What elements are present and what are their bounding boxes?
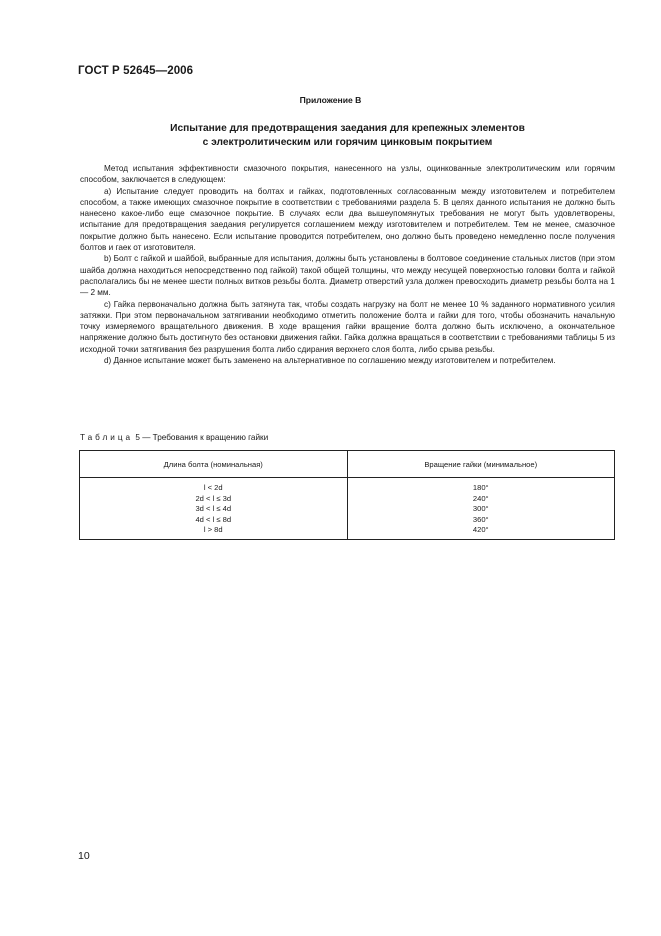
length-condition: 2d < l ≤ 3d <box>195 493 232 503</box>
section-title <box>80 122 615 149</box>
title-line: Испытание для предотвращения заедания для крепежных элементов <box>170 123 525 134</box>
bolt-length-cell <box>80 478 348 540</box>
length-condition: 3d < l ≤ 4d <box>195 504 232 514</box>
rotation-value: 240° <box>472 493 489 503</box>
table-caption <box>80 433 268 442</box>
header-bolt-length: Длина болта (номинальная) <box>80 451 348 478</box>
rotation-value: 360° <box>472 514 489 524</box>
rotation-value: 420° <box>472 525 489 535</box>
item-c-paragraph: c) Гайка первоначально должна быть затянута так, чтобы создать нагрузку на болт не менее 10 % заданного нормативного усилия затяжки. При этом первоначальном затягивании необходимо отметить положение болта и гайки для того, чтобы обозначить начальную точку измеряемого вращательного движения. В ходе вращения гайки вращение болта должно быть исключено, а окончательное напряжение должно быть достигнуто без остановки движения гайки. Гайка должна вращаться в соответствии с требованиями таблицы 5 из исходной точки затягивания без разрушения болта либо сдирания верхнего слоя болта, либо срыва резьбы. <box>80 299 615 354</box>
rotation-cell <box>347 478 615 540</box>
standard-code: ГОСТ Р 52645—2006 <box>78 65 194 77</box>
page-number: 10 <box>78 850 90 862</box>
length-condition: l < 2d <box>203 483 223 492</box>
body-text <box>80 163 615 366</box>
nut-rotation-table <box>79 450 615 540</box>
table-caption-prefix: Таблица <box>80 433 134 442</box>
rotation-value: 180° <box>472 483 489 492</box>
intro-paragraph: Метод испытания эффективности смазочного покрытия, нанесенного на узлы, оцинкованные электролитическим или горячим способом, заключается в следующем: <box>80 164 615 185</box>
item-a-paragraph: а) Испытание следует проводить на болтах и гайках, подготовленных согласованным между изготовителем и потребителем способом, а также имеющих смазочное покрытие в соответствии с требованиями раздела 5. В целях данного испытания не должно быть нанесено какое-либо еще смазочное покрытие. В случаях если два вышеупомянутых требования не могут быть удовлетворены, испытание для предотвращения заедания регулируется соглашением между изготовителем и потребителем. Тем не менее, смазочное покрытие должно быть нанесено. Если испытание проводится потребителем, оно должно быть проведено немедленно после получения болтов и гаек от изготовителя. <box>80 186 615 253</box>
rotation-value: 300° <box>472 504 489 514</box>
length-condition: l > 8d <box>203 525 223 535</box>
appendix-label: Приложение В <box>299 95 362 105</box>
item-b-paragraph: b) Болт с гайкой и шайбой, выбранные для испытания, должны быть установлены в болтовое соединение стальных листов (при этом шайба должна находиться непосредственно под гайкой) такой общей толщины, что между несущей поверхностью головки болта и гайкой располагались бы не менее шести полных витков резьбы болта. Диаметр отверстий узла должен превосходить диаметр резьбы болта на 1 — 2 мм. <box>80 254 615 298</box>
header-nut-rotation: Вращение гайки (минимальное) <box>347 451 615 478</box>
title-line: с электролитическим или горячим цинковым покрытием <box>202 136 493 148</box>
item-d-paragraph: d) Данное испытание может быть заменено на альтернативное по соглашению между изготовителем и потребителем. <box>104 356 556 366</box>
table-caption-text: 5 — Требования к вращению гайки <box>135 433 269 442</box>
length-condition: 4d < l ≤ 8d <box>195 514 232 524</box>
